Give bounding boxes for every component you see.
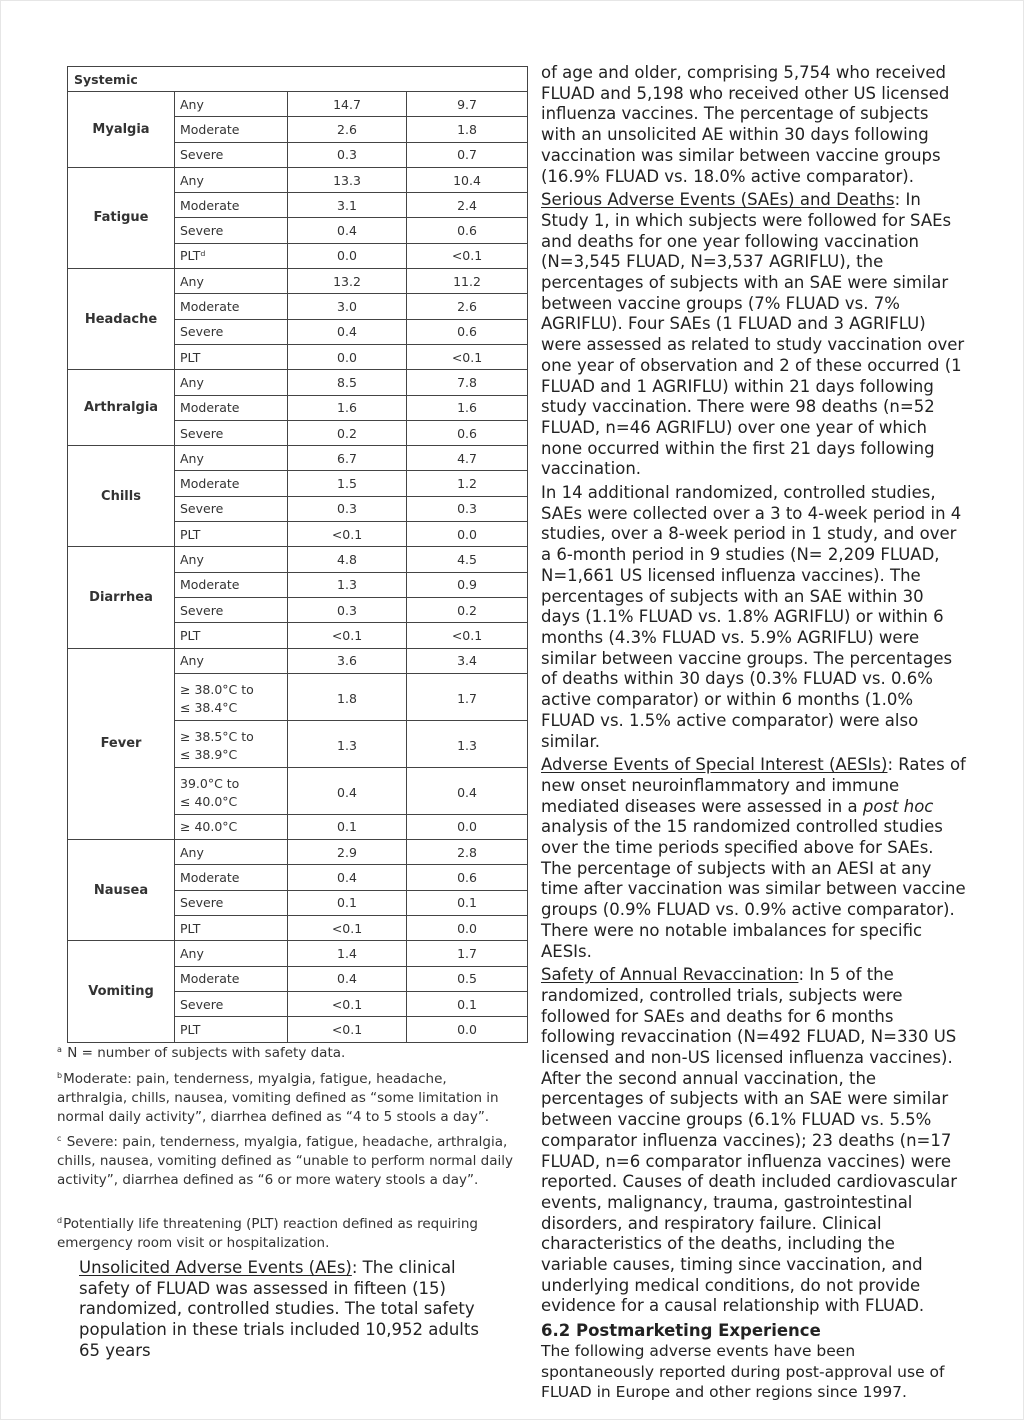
severity-label-cell: Any: [175, 941, 288, 966]
severity-label-cell: PLT: [175, 1017, 288, 1042]
comparator-value-cell: 1.7: [407, 941, 528, 966]
additional-studies-text: In 14 additional randomized, controlled studies, SAEs were collected over a 3 to 4-week period in 4 studies, over a 8-week period in 1 study, and over a 6-month period in 9 studies (N= 2,209 FLUAD, N=1,661 US licensed influenza vaccines). The percentages of subjects with an SAE within 30 days (1.1% FLUAD vs. 1.8% AGRIFLU) or within 6 months (4.3% FLUAD vs. 5.9% AGRIFLU) were similar between vaccine groups. The percentages of deaths within 30 days (0.3% FLUAD vs. 0.6% active comparator) or within 6 months (1.0% FLUAD vs. 1.5% active comparator) were also similar.: [541, 483, 962, 751]
fluad-value-cell: <0.1: [288, 916, 407, 941]
severity-label-cell: Any: [175, 547, 288, 572]
comparator-value-cell: 1.3: [407, 720, 528, 767]
fluad-value-cell: <0.1: [288, 991, 407, 1016]
severity-label-cell: Moderate: [175, 572, 288, 597]
comparator-value-cell: 11.2: [407, 269, 528, 294]
comparator-value-cell: 3.4: [407, 648, 528, 673]
unsolicited-ae-paragraph-continued: [541, 63, 966, 187]
fluad-value-cell: 0.4: [288, 966, 407, 991]
severity-label-cell: Any: [175, 648, 288, 673]
revaccination-heading: Safety of Annual Revaccination: [541, 965, 799, 985]
fluad-value-cell: 0.4: [288, 319, 407, 344]
fluad-value-cell: 14.7: [288, 92, 407, 117]
comparator-value-cell: 0.6: [407, 865, 528, 890]
footnote-b: [57, 1070, 517, 1127]
fluad-value-cell: <0.1: [288, 1017, 407, 1042]
additional-studies-paragraph: [541, 483, 966, 752]
severity-label-cell: Moderate: [175, 294, 288, 319]
comparator-value-cell: 0.7: [407, 142, 528, 167]
severity-label-cell: PLT: [175, 623, 288, 648]
event-name-cell: Vomiting: [68, 941, 175, 1042]
footnote-mark: c: [57, 1133, 62, 1143]
footnote-mark: b: [57, 1070, 63, 1080]
fluad-value-cell: 4.8: [288, 547, 407, 572]
severity-label-cell: Moderate: [175, 117, 288, 142]
severity-label-cell: ≥ 40.0°C: [175, 814, 288, 839]
fluad-value-cell: 1.3: [288, 720, 407, 767]
severity-label-cell: Any: [175, 269, 288, 294]
severity-label-cell: Any: [175, 92, 288, 117]
fluad-value-cell: 13.3: [288, 167, 407, 192]
severity-label-cell: ≥ 38.5°C to ≤ 38.9°C: [175, 720, 288, 767]
table-row: [68, 370, 528, 395]
severity-label-cell: ≥ 38.0°C to ≤ 38.4°C: [175, 673, 288, 720]
comparator-value-cell: 0.6: [407, 319, 528, 344]
table-row: [68, 840, 528, 865]
comparator-value-cell: 0.6: [407, 218, 528, 243]
table-row: [68, 648, 528, 673]
fluad-value-cell: 0.3: [288, 142, 407, 167]
fluad-value-cell: 0.0: [288, 243, 407, 268]
severity-label-cell: PLT: [175, 522, 288, 547]
table-row: [68, 547, 528, 572]
comparator-value-cell: <0.1: [407, 243, 528, 268]
table-row: [68, 446, 528, 471]
footnote-mark: a: [57, 1044, 62, 1054]
fluad-value-cell: 0.3: [288, 597, 407, 622]
aesi-paragraph: [541, 755, 966, 962]
aesi-text-after: analysis of the 15 randomized controlled studies over the time periods specified above for SAEs. The percentage of subjects with an AESI at any time after vaccination was similar between vaccine groups (0.9% FLUAD vs. 0.9% active comparator). There were no notable imbalances for specific AESIs.: [541, 817, 966, 961]
fluad-value-cell: 0.4: [288, 218, 407, 243]
unsolicited-ae-paragraph-start: [79, 1258, 499, 1362]
sae-text: : In Study 1, in which subjects were followed for SAEs and deaths for one year following vaccination (N=3,545 FLUAD, N=3,537 AGRIFLU), the percentages of subjects with an SAE were similar between vaccine groups (7% FLUAD vs. 7% AGRIFLU). Four SAEs (1 FLUAD and 3 AGRIFLU) were assessed as related to study vaccination over one year of observation and 2 of these occurred (1 FLUAD and 1 AGRIFLU) within 21 days following study vaccination. There were 98 deaths (n=52 FLUAD, n=46 AGRIFLU) over one year of which none occurred within the first 21 days following vaccination.: [541, 190, 965, 479]
severity-label-cell: Moderate: [175, 395, 288, 420]
severity-label-cell: Severe: [175, 319, 288, 344]
fluad-value-cell: 0.1: [288, 890, 407, 915]
comparator-value-cell: 10.4: [407, 167, 528, 192]
event-name-cell: Nausea: [68, 840, 175, 941]
severity-label-cell: Any: [175, 370, 288, 395]
comparator-value-cell: <0.1: [407, 344, 528, 369]
sae-heading: Serious Adverse Events (SAEs) and Deaths: [541, 190, 895, 210]
fluad-value-cell: 3.0: [288, 294, 407, 319]
comparator-value-cell: 2.4: [407, 193, 528, 218]
footnote-c: [57, 1133, 517, 1190]
comparator-value-cell: 0.2: [407, 597, 528, 622]
revaccination-text: : In 5 of the randomized, controlled trials, subjects were followed for SAEs and deaths for 6 months following revaccination (N=492 FLUAD, N=330 US licensed and non-US licensed influenza vaccines). After the second annual vaccination, the percentages of subjects with an SAE were similar between vaccine groups (6.1% FLUAD vs. 5.5% comparator influenza vaccines); 23 deaths (n=17 FLUAD, n=6 comparator influenza vaccines) were reported. Causes of death included cardiovascular events, malignancy, trauma, gastrointestinal disorders, and respiratory failure. Clinical characteristics of the deaths, including the variable causes, timing since vaccination, and underlying medical conditions, do not provide evidence for a causal relationship with FLUAD.: [541, 965, 958, 1316]
aesi-heading: Adverse Events of Special Interest (AESIs): [541, 755, 888, 775]
fluad-value-cell: <0.1: [288, 522, 407, 547]
comparator-value-cell: 0.4: [407, 767, 528, 814]
event-name-cell: Fever: [68, 648, 175, 840]
severity-label-cell: PLT: [175, 344, 288, 369]
comparator-value-cell: 9.7: [407, 92, 528, 117]
severity-label-cell: PLTᵈ: [175, 243, 288, 268]
footnote-text: Severe: pain, tenderness, myalgia, fatigue, headache, arthralgia, chills, nausea, vomiting defined as “unable to perform normal daily activity”, diarrhea defined as “6 or more watery stools a day”.: [57, 1134, 513, 1188]
severity-label-cell: Moderate: [175, 193, 288, 218]
fluad-value-cell: 0.4: [288, 767, 407, 814]
revaccination-paragraph: [541, 965, 966, 1317]
severity-label-cell: Severe: [175, 991, 288, 1016]
aesi-text-before: : Rates of new onset neuroinflammatory and immune mediated diseases were assessed in a: [541, 755, 966, 816]
severity-label-cell: PLT: [175, 916, 288, 941]
severity-label-cell: Any: [175, 167, 288, 192]
event-name-cell: Fatigue: [68, 167, 175, 268]
severity-label-cell: Severe: [175, 597, 288, 622]
comparator-value-cell: 7.8: [407, 370, 528, 395]
table-row: [68, 92, 528, 117]
systemic-adverse-events-table: [67, 66, 528, 1043]
aesi-italic: post hoc: [862, 796, 934, 816]
severity-label-cell: Moderate: [175, 471, 288, 496]
fluad-value-cell: 1.5: [288, 471, 407, 496]
comparator-value-cell: 1.2: [407, 471, 528, 496]
fluad-value-cell: 1.6: [288, 395, 407, 420]
table-row: [68, 941, 528, 966]
comparator-value-cell: 0.0: [407, 814, 528, 839]
footnote-text: N = number of subjects with safety data.: [67, 1045, 346, 1061]
unsolicited-ae-text-continued: of age and older, comprising 5,754 who received FLUAD and 5,198 who received other US licensed influenza vaccines. The percentage of subjects with an unsolicited AE within 30 days following vaccination was similar between vaccine groups (16.9% FLUAD vs. 18.0% active comparator).: [541, 63, 950, 186]
comparator-value-cell: 1.7: [407, 673, 528, 720]
fluad-value-cell: 2.9: [288, 840, 407, 865]
event-name-cell: Arthralgia: [68, 370, 175, 446]
footnote-mark: d: [57, 1215, 63, 1225]
fluad-value-cell: 0.2: [288, 420, 407, 445]
comparator-value-cell: 0.3: [407, 496, 528, 521]
footnote-d: [57, 1215, 517, 1253]
fluad-value-cell: 8.5: [288, 370, 407, 395]
comparator-value-cell: 0.1: [407, 991, 528, 1016]
comparator-value-cell: 1.6: [407, 395, 528, 420]
comparator-value-cell: 0.1: [407, 890, 528, 915]
event-name-cell: Myalgia: [68, 92, 175, 168]
comparator-value-cell: 0.5: [407, 966, 528, 991]
fluad-value-cell: 3.1: [288, 193, 407, 218]
comparator-value-cell: <0.1: [407, 623, 528, 648]
comparator-value-cell: 4.5: [407, 547, 528, 572]
fluad-value-cell: 0.1: [288, 814, 407, 839]
comparator-value-cell: 0.0: [407, 1017, 528, 1042]
footnote-text: Potentially life threatening (PLT) reaction defined as requiring emergency room visit or hospitalization.: [57, 1216, 478, 1251]
severity-label-cell: Severe: [175, 420, 288, 445]
comparator-value-cell: 1.8: [407, 117, 528, 142]
footnote-text: Moderate: pain, tenderness, myalgia, fatigue, headache, arthralgia, chills, nausea, vomiting defined as “some limitation in normal daily activity”, diarrhea defined as “4 to 5 stools a day”.: [57, 1071, 499, 1125]
comparator-value-cell: 2.8: [407, 840, 528, 865]
unsolicited-ae-heading: Unsolicited Adverse Events (AEs): [79, 1258, 352, 1277]
severity-label-cell: Severe: [175, 218, 288, 243]
table-row: [68, 167, 528, 192]
fluad-value-cell: 0.4: [288, 865, 407, 890]
severity-label-cell: Severe: [175, 496, 288, 521]
fluad-value-cell: <0.1: [288, 623, 407, 648]
severity-label-cell: Any: [175, 446, 288, 471]
event-name-cell: Chills: [68, 446, 175, 547]
footnote-a: [57, 1044, 517, 1063]
severity-label-cell: 39.0°C to ≤ 40.0°C: [175, 767, 288, 814]
fluad-value-cell: 6.7: [288, 446, 407, 471]
fluad-value-cell: 3.6: [288, 648, 407, 673]
severity-label-cell: Moderate: [175, 966, 288, 991]
severity-label-cell: Severe: [175, 890, 288, 915]
comparator-value-cell: 0.6: [407, 420, 528, 445]
comparator-value-cell: 0.0: [407, 916, 528, 941]
fluad-value-cell: 1.3: [288, 572, 407, 597]
sae-paragraph: [541, 190, 966, 480]
fluad-value-cell: 0.0: [288, 344, 407, 369]
comparator-value-cell: 2.6: [407, 294, 528, 319]
table-header-systemic: Systemic: [68, 67, 528, 92]
unsolicited-ae-text: : The clinical safety of FLUAD was assessed in fifteen (15) randomized, controlled studies. The total safety population in these trials included 10,952 adults 65 years: [79, 1258, 479, 1360]
fluad-value-cell: 2.6: [288, 117, 407, 142]
fluad-value-cell: 13.2: [288, 269, 407, 294]
fluad-value-cell: 1.4: [288, 941, 407, 966]
fluad-value-cell: 1.8: [288, 673, 407, 720]
event-name-cell: Diarrhea: [68, 547, 175, 648]
comparator-value-cell: 4.7: [407, 446, 528, 471]
fluad-value-cell: 0.3: [288, 496, 407, 521]
table-row: [68, 269, 528, 294]
right-column: [541, 63, 966, 1406]
severity-label-cell: Any: [175, 840, 288, 865]
comparator-value-cell: 0.0: [407, 522, 528, 547]
severity-label-cell: Severe: [175, 142, 288, 167]
severity-label-cell: Moderate: [175, 865, 288, 890]
postmarketing-text: The following adverse events have been spontaneously reported during post-approval use of FLUAD in Europe and other regions since 1997.: [541, 1342, 945, 1402]
event-name-cell: Headache: [68, 269, 175, 370]
comparator-value-cell: 0.9: [407, 572, 528, 597]
postmarketing-heading: 6.2 Postmarketing Experience: [541, 1321, 821, 1341]
